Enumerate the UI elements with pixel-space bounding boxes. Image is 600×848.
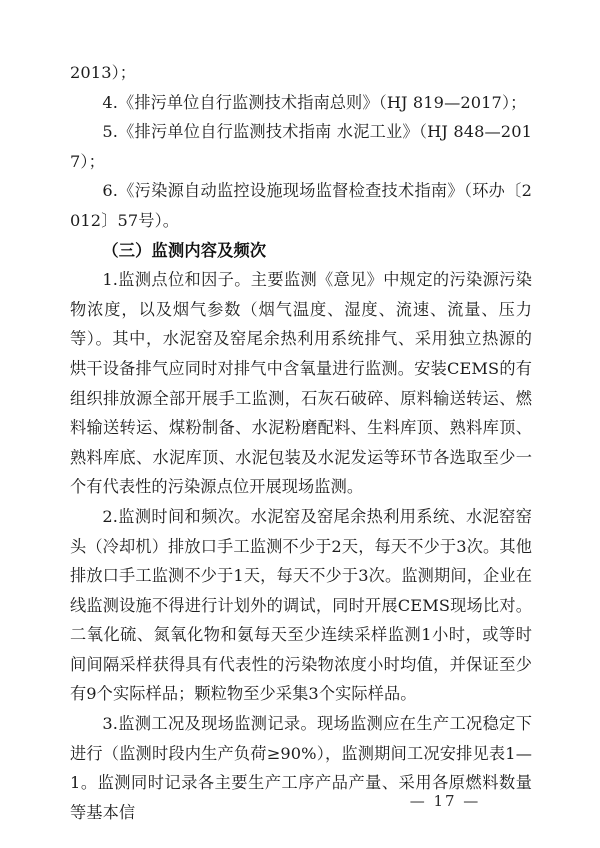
page-text-body xyxy=(70,58,532,827)
page-number xyxy=(0,792,600,810)
paragraph-monitoring-time-and-frequency: 2.监测时间和频次。水泥窑及窑尾余热利用系统、水泥窑窑头（冷却机）排放口手工监测不少于2天，每天不少于3次。其他排放口手工监测不少于1天，每天不少于3次。监测期间，企业在线监测设施不得进行计划外的调试，同时开展CEMS现场比对。二氧化硫、氮氧化物和氨每天至少连续采样监测1小时，或等时间间隔采样获得具有代表性的污染物浓度小时均值，并保证至少有9个实际样品；颗粒物至少采集3个实际样品。 xyxy=(70,506,532,704)
reference-item-4: 4.《排污单位自行监测技术指南总则》（HJ 819—2017）； xyxy=(102,92,527,112)
reference-item-6: 6.《污染源自动监控设施现场监督检查技术指南》（环办〔2012〕57号）。 xyxy=(70,181,532,230)
paragraph-monitoring-conditions-and-records: 3.监测工况及现场监测记录。现场监测应在生产工况稳定下进行（监测时段内生产负荷≥90%），监测期间工况安排见表1—1。监测同时记录各主要生产工序产品产量、采用各原燃料数量等基本信 xyxy=(70,714,532,822)
paragraph-monitoring-points-and-factors: 1.监测点位和因子。主要监测《意见》中规定的污染源污染物浓度，以及烟气参数（烟气温度、湿度、流速、流量、压力等）。其中，水泥窑及窑尾余热利用系统排气、采用独立热源的烘干设备排气应同时对排气中含氧量进行监测。安装CEMS的有组织排放源全部开展手工监测，石灰石破碎、原料输送转运、燃料输送转运、煤粉制备、水泥粉磨配料、生料库顶、熟料库顶、熟料库底、水泥库顶、水泥包装及水泥发运等环节各选取至少一个有代表性的污染源点位开展现场监测。 xyxy=(70,270,532,497)
continued-line-2013: 2013）； xyxy=(70,63,137,82)
section-heading-monitoring-content: （三）监测内容及频次 xyxy=(102,240,267,260)
page-number-label: — 17 — xyxy=(409,792,481,810)
reference-item-5: 5.《排污单位自行监测技术指南 水泥工业》（HJ 848—2017）； xyxy=(70,122,532,171)
